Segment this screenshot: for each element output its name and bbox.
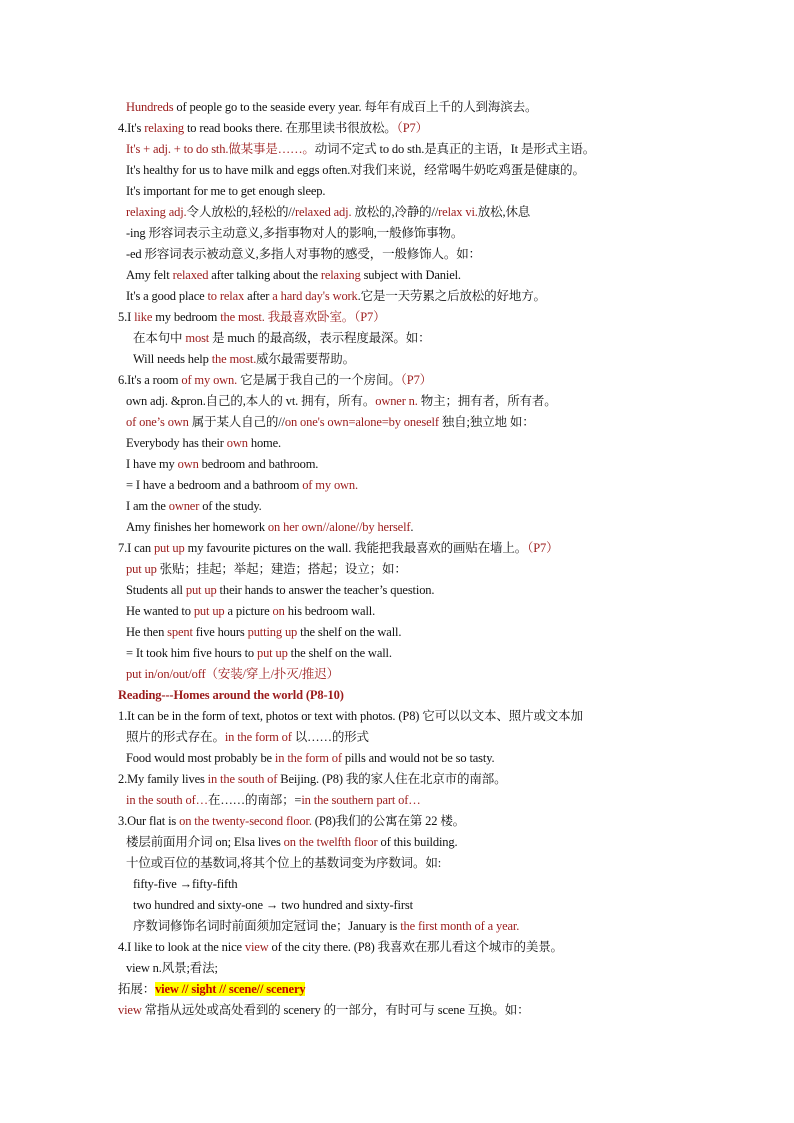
text-segment: 在本句中	[133, 331, 186, 345]
text-segment: my favourite pictures on the wall. 我能把我最喜欢的画贴在墙上。	[184, 541, 528, 555]
text-line	[126, 244, 481, 264]
text-segment: 4.It's	[118, 121, 145, 135]
text-segment: I am the	[126, 499, 169, 513]
text-segment: Food would most probably be	[126, 751, 275, 765]
text-segment: in the south of…	[126, 793, 208, 807]
text-line	[118, 769, 506, 789]
text-segment: 它是属于我自己的一个房间。	[237, 373, 401, 387]
text-segment: .	[410, 520, 414, 534]
text-segment: 独自;独立地 如：	[438, 415, 535, 429]
text-line	[133, 916, 519, 936]
text-segment: 拓展：	[118, 982, 156, 996]
text-segment: -ed 形容词表示被动意义,多指人对事物的感受，一般修饰人。如：	[126, 247, 481, 261]
text-segment: on the twenty-second floor.	[179, 814, 312, 828]
text-line	[126, 160, 585, 180]
text-segment: of my own.	[302, 478, 358, 492]
text-segment: view	[118, 1003, 142, 1017]
text-segment: the first month of a year.	[400, 919, 520, 933]
text-segment: on one's own=alone=by oneself	[284, 415, 439, 429]
text-segment: own	[177, 457, 199, 471]
text-segment: 2.My family lives	[118, 772, 208, 786]
text-segment: 照片的形式存在。	[126, 730, 225, 744]
text-segment: 4.I like to look at the nice	[118, 940, 245, 954]
text-line	[126, 97, 537, 117]
text-segment: (P8)我们的公寓在第 22 楼。	[311, 814, 466, 828]
text-segment: Beijing. (P8) 我的家人住在北京市的南部。	[277, 772, 507, 786]
text-segment: 序数词修饰名词时前面须加定冠词 the；January is	[133, 919, 401, 933]
text-segment: 张贴；挂起；举起；建造；搭起；设立；如：	[156, 562, 407, 576]
text-segment: 3.Our flat is	[118, 814, 180, 828]
text-segment: relaxed	[172, 268, 209, 282]
text-segment: a hard day's work	[272, 289, 358, 303]
text-line	[118, 307, 386, 327]
text-segment: of the study.	[199, 499, 262, 513]
text-segment: It's + adj. + to do sth.做某事是……。	[126, 142, 315, 156]
text-segment: home.	[247, 436, 281, 450]
text-segment: relaxing	[320, 268, 361, 282]
text-segment: = I have a bedroom and a bathroom	[126, 478, 303, 492]
text-segment: I have my	[126, 457, 178, 471]
text-segment: the most.	[211, 352, 257, 366]
text-line	[126, 391, 557, 411]
text-line	[133, 895, 413, 915]
text-segment: 动词不定式 to do sth.是真正的主语，It 是形式主语。	[314, 142, 596, 156]
text-segment: view n.风景;看法;	[126, 961, 218, 975]
text-line	[126, 433, 281, 453]
text-segment: on	[272, 604, 285, 618]
text-segment: up	[284, 625, 298, 639]
text-segment: 以……的形式	[291, 730, 369, 744]
text-segment: 1.It can be in the form of text, photos or text with photos. (P8) 它可以以文本、照片或文本加	[118, 709, 583, 723]
text-line	[118, 538, 558, 558]
text-segment: put up	[153, 541, 185, 555]
text-segment: relaxed adj.	[294, 205, 352, 219]
text-line	[126, 202, 530, 222]
text-segment: 在……的南部；=	[207, 793, 302, 807]
text-segment: the shelf on the wall.	[287, 646, 392, 660]
text-segment: putting	[247, 625, 282, 639]
text-segment: in the south of	[207, 772, 278, 786]
text-segment: view // sight // scene// scenery	[155, 982, 306, 996]
text-segment: 是 much 的最高级，表示程度最深。如：	[209, 331, 431, 345]
text-line	[126, 664, 339, 684]
text-segment: the shelf on the wall.	[297, 625, 402, 639]
text-segment: 我最喜欢卧室。（P7）	[267, 310, 386, 324]
text-segment: his bedroom wall.	[284, 604, 376, 618]
text-segment: a picture	[224, 604, 273, 618]
text-line	[118, 706, 583, 726]
text-line	[126, 727, 369, 747]
text-segment: spent	[167, 625, 193, 639]
text-line	[126, 139, 595, 159]
text-segment: most	[185, 331, 210, 345]
text-segment: in the form of	[274, 751, 342, 765]
text-line	[126, 790, 421, 810]
text-line	[118, 811, 465, 831]
text-segment: after talking about the	[208, 268, 321, 282]
text-segment: put up	[256, 646, 288, 660]
text-segment: to relax	[207, 289, 245, 303]
text-segment: 7.I can	[118, 541, 154, 555]
text-segment: Will needs help	[133, 352, 212, 366]
text-segment: put in/on/out/off（安装/穿上/扑灭/推迟）	[126, 667, 339, 681]
text-segment: after	[244, 289, 273, 303]
text-segment: pills and would not be so tasty.	[341, 751, 495, 765]
text-line	[126, 412, 535, 432]
text-segment: put up	[126, 562, 157, 576]
text-segment: in the southern part of…	[301, 793, 421, 807]
text-segment: like	[134, 310, 153, 324]
text-segment: relax vi.	[438, 205, 478, 219]
text-segment: relaxing adj.	[126, 205, 187, 219]
text-segment: Hundreds	[126, 100, 174, 114]
text-segment: 物主；拥有者，所有者。	[417, 394, 557, 408]
text-line	[126, 958, 218, 978]
text-segment: two hundred and sixty-one → two hundred and sixty-first	[133, 898, 413, 912]
text-segment: bedroom and bathroom.	[198, 457, 319, 471]
text-segment: 6.It's a room	[118, 373, 182, 387]
text-line	[126, 559, 407, 579]
text-segment: on her own//alone//by herself	[267, 520, 411, 534]
text-segment: 常指从远处或高处看到的 scenery 的一部分，有时可与 scene 互换。如：	[141, 1003, 530, 1017]
text-segment: five hours	[192, 625, 248, 639]
text-segment: 放松的,冷静的//	[351, 205, 439, 219]
text-segment: 属于某人自己的//	[188, 415, 285, 429]
text-segment: He then	[126, 625, 168, 639]
text-segment: 令人放松的,轻松的//	[186, 205, 295, 219]
text-segment: Amy finishes her homework	[126, 520, 268, 534]
text-segment: fifty-five →fifty-fifth	[133, 877, 238, 891]
text-line	[126, 832, 457, 852]
text-segment: It's a good place	[126, 289, 208, 303]
text-line	[118, 1000, 529, 1020]
text-line	[133, 349, 355, 369]
text-segment: owner n.	[375, 394, 418, 408]
text-segment: .它是一天劳累之后放松的好地方。	[357, 289, 546, 303]
text-segment: Reading---Homes around the world (P8-10)	[118, 688, 344, 702]
text-segment: 十位或百位的基数词,将其个位上的基数词变为序数词。如:	[126, 856, 442, 870]
text-segment: of my own.	[181, 373, 238, 387]
text-line	[126, 853, 441, 873]
text-segment: own	[226, 436, 248, 450]
text-segment: 5.I	[118, 310, 135, 324]
text-segment: in the form of	[224, 730, 292, 744]
text-line	[133, 328, 430, 348]
text-segment: to read books there. 在那里读书很放松。	[183, 121, 397, 135]
text-segment: the most.	[220, 310, 265, 324]
text-segment: -ing 形容词表示主动意义,多指事物对人的影响,一般修饰事物。	[126, 226, 464, 240]
text-segment: put up	[185, 583, 217, 597]
text-segment: （P7）	[400, 373, 433, 387]
text-line	[118, 370, 432, 390]
text-line	[133, 874, 238, 894]
text-line	[126, 286, 546, 306]
text-segment: Students all	[126, 583, 186, 597]
text-segment: relaxing	[144, 121, 184, 135]
text-segment: Amy felt	[126, 268, 173, 282]
text-segment: 放松,休息	[477, 205, 531, 219]
text-line	[126, 601, 375, 621]
text-segment: owner	[168, 499, 200, 513]
text-segment: Everybody has their	[126, 436, 227, 450]
text-segment: （P7）	[527, 541, 559, 555]
text-segment: of one’s own	[126, 415, 189, 429]
text-line	[126, 223, 463, 243]
text-line	[126, 454, 318, 474]
text-line	[126, 622, 401, 642]
text-line	[126, 181, 325, 201]
text-line	[126, 643, 392, 663]
text-segment: of this building.	[377, 835, 458, 849]
text-segment: = It took him five hours to	[126, 646, 257, 660]
text-segment: （P7）	[396, 121, 429, 135]
text-line	[126, 496, 262, 516]
text-segment: view	[244, 940, 269, 954]
text-segment: of people go to the seaside every year. 每年有成百上千的人到海滨去。	[173, 100, 538, 114]
text-segment: 楼层前面用介词 on; Elsa lives	[126, 835, 284, 849]
text-line	[126, 265, 461, 285]
text-line	[118, 979, 305, 999]
text-segment: my bedroom	[152, 310, 221, 324]
text-segment: on the twelfth floor	[283, 835, 378, 849]
text-segment: of the city there. (P8) 我喜欢在那儿看这个城市的美景。	[268, 940, 563, 954]
text-segment: It's important for me to get enough sleep.	[126, 184, 326, 198]
text-line	[126, 748, 494, 768]
text-segment: put up	[193, 604, 225, 618]
text-line	[118, 685, 344, 705]
text-line	[126, 475, 358, 495]
text-segment: It's healthy for us to have milk and eggs often.对我们来说，经常喝牛奶吃鸡蛋是健康的。	[126, 163, 585, 177]
text-segment: subject with Daniel.	[360, 268, 461, 282]
text-segment: He wanted to	[126, 604, 194, 618]
text-line	[118, 118, 428, 138]
text-line	[118, 937, 563, 957]
text-line	[126, 580, 434, 600]
text-segment: own adj. &pron.自己的,本人的 vt. 拥有，所有。	[126, 394, 376, 408]
text-segment: 威尔最需要帮助。	[256, 352, 355, 366]
text-segment: their hands to answer the teacher’s question.	[216, 583, 435, 597]
text-line	[126, 517, 413, 537]
